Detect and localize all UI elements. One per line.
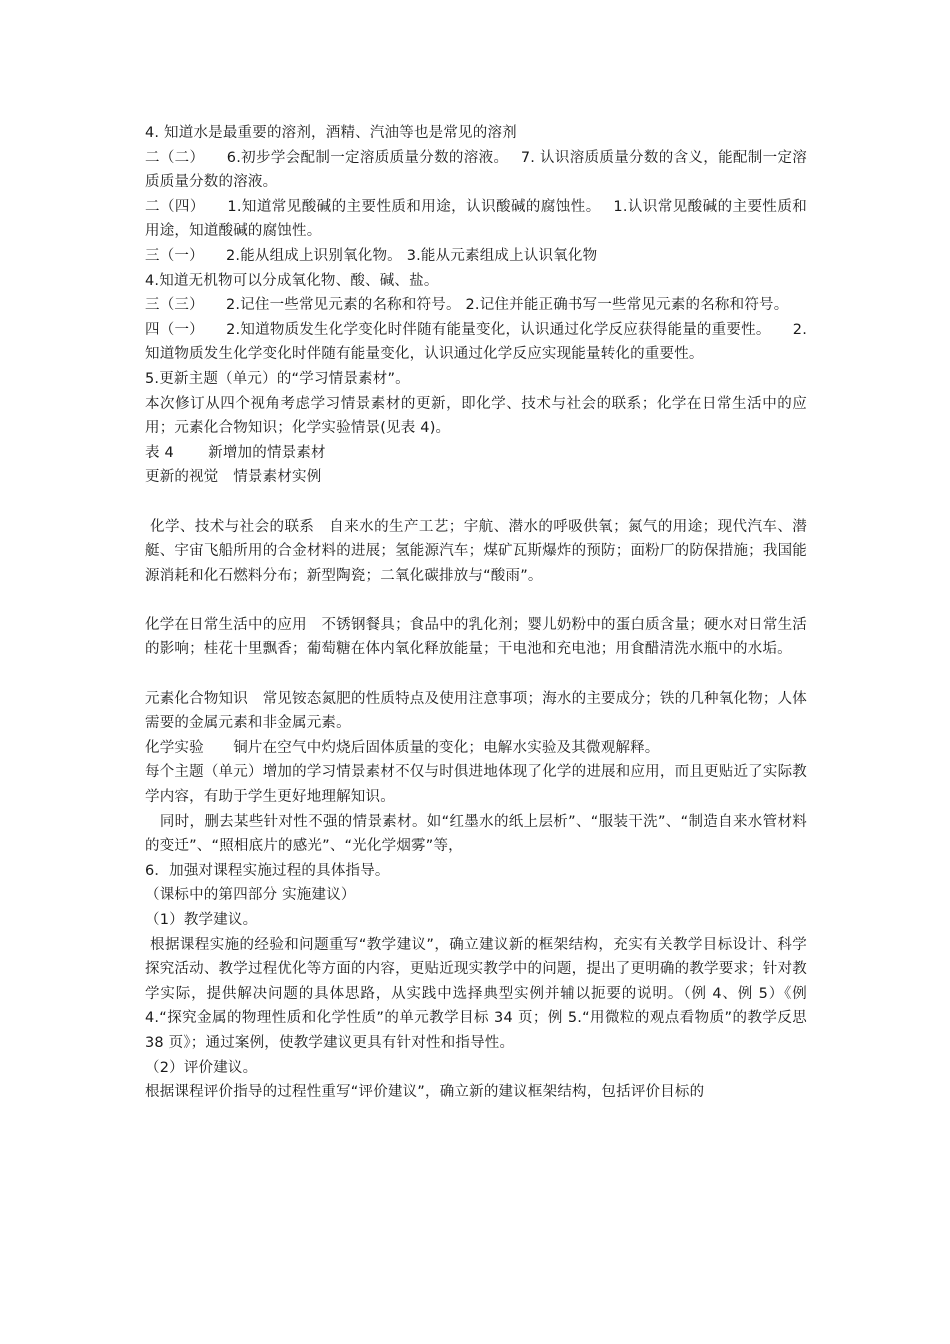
text-line: 三（一） 2.能从组成上识别氧化物。 3.能从元素组成上认识氧化物 (145, 247, 598, 264)
text-line: 每个主题（单元）增加的学习情景素材不仅与时俱进地体现了化学的进展和应用，而且更贴近了实际教学内容，有助于学生更好地理解知识。 (145, 764, 807, 806)
text-line: 4.知道无机物可以分成氧化物、酸、碱、盐。 (145, 272, 439, 289)
text-line: （课标中的第四部分 实施建议） (145, 887, 356, 904)
subsection-heading: （1）教学建议。 (145, 912, 258, 928)
blank-line (145, 662, 807, 687)
table-row: 化学实验 铜片在空气中灼烧后固体质量的变化；电解水实验及其微观解释。 (145, 739, 660, 756)
table-row: 化学、技术与社会的联系 自来水的生产工艺；宇航、潜水的呼吸供氧；氮气的用途；现代汽车、潜艇、宇宙飞船所用的合金材料的进展；氢能源汽车；煤矿瓦斯爆炸的预防；面粉厂的防保措施；我国能源消耗和化石燃料分布；新型陶瓷；二氧化碳排放与“酸雨”。 (145, 518, 807, 584)
text-line: 根据课程评价指导的过程性重写“评价建议”，确立新的建议框架结构，包括评价目标的 (145, 1084, 705, 1101)
text-line: 5.更新主题（单元）的“学习情景素材”。 (145, 370, 410, 387)
text-line: 三（三） 2.记住一些常见元素的名称和符号。 2.记住并能正确书写一些常见元素的名称和符号。 (145, 297, 789, 314)
blank-line (145, 490, 807, 515)
document-body (145, 121, 812, 1105)
table-header: 更新的视觉 情景素材实例 (145, 469, 322, 486)
text-line: 根据课程实施的经验和问题重写“教学建议”，确立建议新的框架结构，充实有关教学目标设计、科学探究活动、教学过程优化等方面的内容，更贴近现实教学中的问题，提出了更明确的教学要求；针对教学实际，提供解决问题的具体思路，从实践中选择典型实例并辅以扼要的说明。（例 4、例 5）《例 4.“探究金属的物理性质和化学性质”的单元教学目标 34 页；例 5.“用微粒的观点看物质”的教学反思 38 页》；通过案例，使教学建议更具有针对性和指导性。 (145, 936, 812, 1051)
text-line: 二（四） 1.知道常见酸碱的主要性质和用途，认识酸碱的腐蚀性。 1.认识常见酸碱的主要性质和用途，知道酸碱的腐蚀性。 (145, 198, 807, 240)
text-line: 同时，删去某些针对性不强的情景素材。如“红墨水的纸上层析”、“服装干洗”、“制造自来水管材料的变迁”、“照相底片的感光”、“光化学烟雾”等， (145, 813, 807, 855)
text-line: 二（二） 6.初步学会配制一定溶质质量分数的溶液。 7. 认识溶质质量分数的含义，能配制一定溶质质量分数的溶液。 (145, 149, 807, 191)
text-line: 4. 知道水是最重要的溶剂，酒精、汽油等也是常见的溶剂 (145, 125, 517, 141)
subsection-heading: （2）评价建议。 (145, 1059, 258, 1076)
table-row: 化学在日常生活中的应用 不锈钢餐具；食品中的乳化剂；婴儿奶粉中的蛋白质含量；硬水对日常生活的影响；桂花十里飘香；葡萄糖在体内氧化释放能量；干电池和充电池；用食醋清洗水瓶中的水垢。 (145, 616, 807, 658)
blank-line (145, 588, 807, 613)
text-line: 本次修订从四个视角考虑学习情景素材的更新，即化学、技术与社会的联系；化学在日常生活中的应用；元素化合物知识；化学实验情景(见表 4)。 (145, 395, 807, 437)
table-caption: 表 4 新增加的情景素材 (145, 444, 326, 461)
section-heading: 6．加强对课程实施过程的具体指导。 (145, 862, 390, 879)
table-row: 元素化合物知识 常见铵态氮肥的性质特点及使用注意事项；海水的主要成分；铁的几种氧化物；人体需要的金属元素和非金属元素。 (145, 690, 807, 732)
text-line: 四（一） 2.知道物质发生化学变化时伴随有能量变化，认识通过化学反应获得能量的重要性。 2.知道物质发生化学变化时伴随有能量变化，认识通过化学反应实现能量转化的重要性。 (145, 321, 807, 363)
